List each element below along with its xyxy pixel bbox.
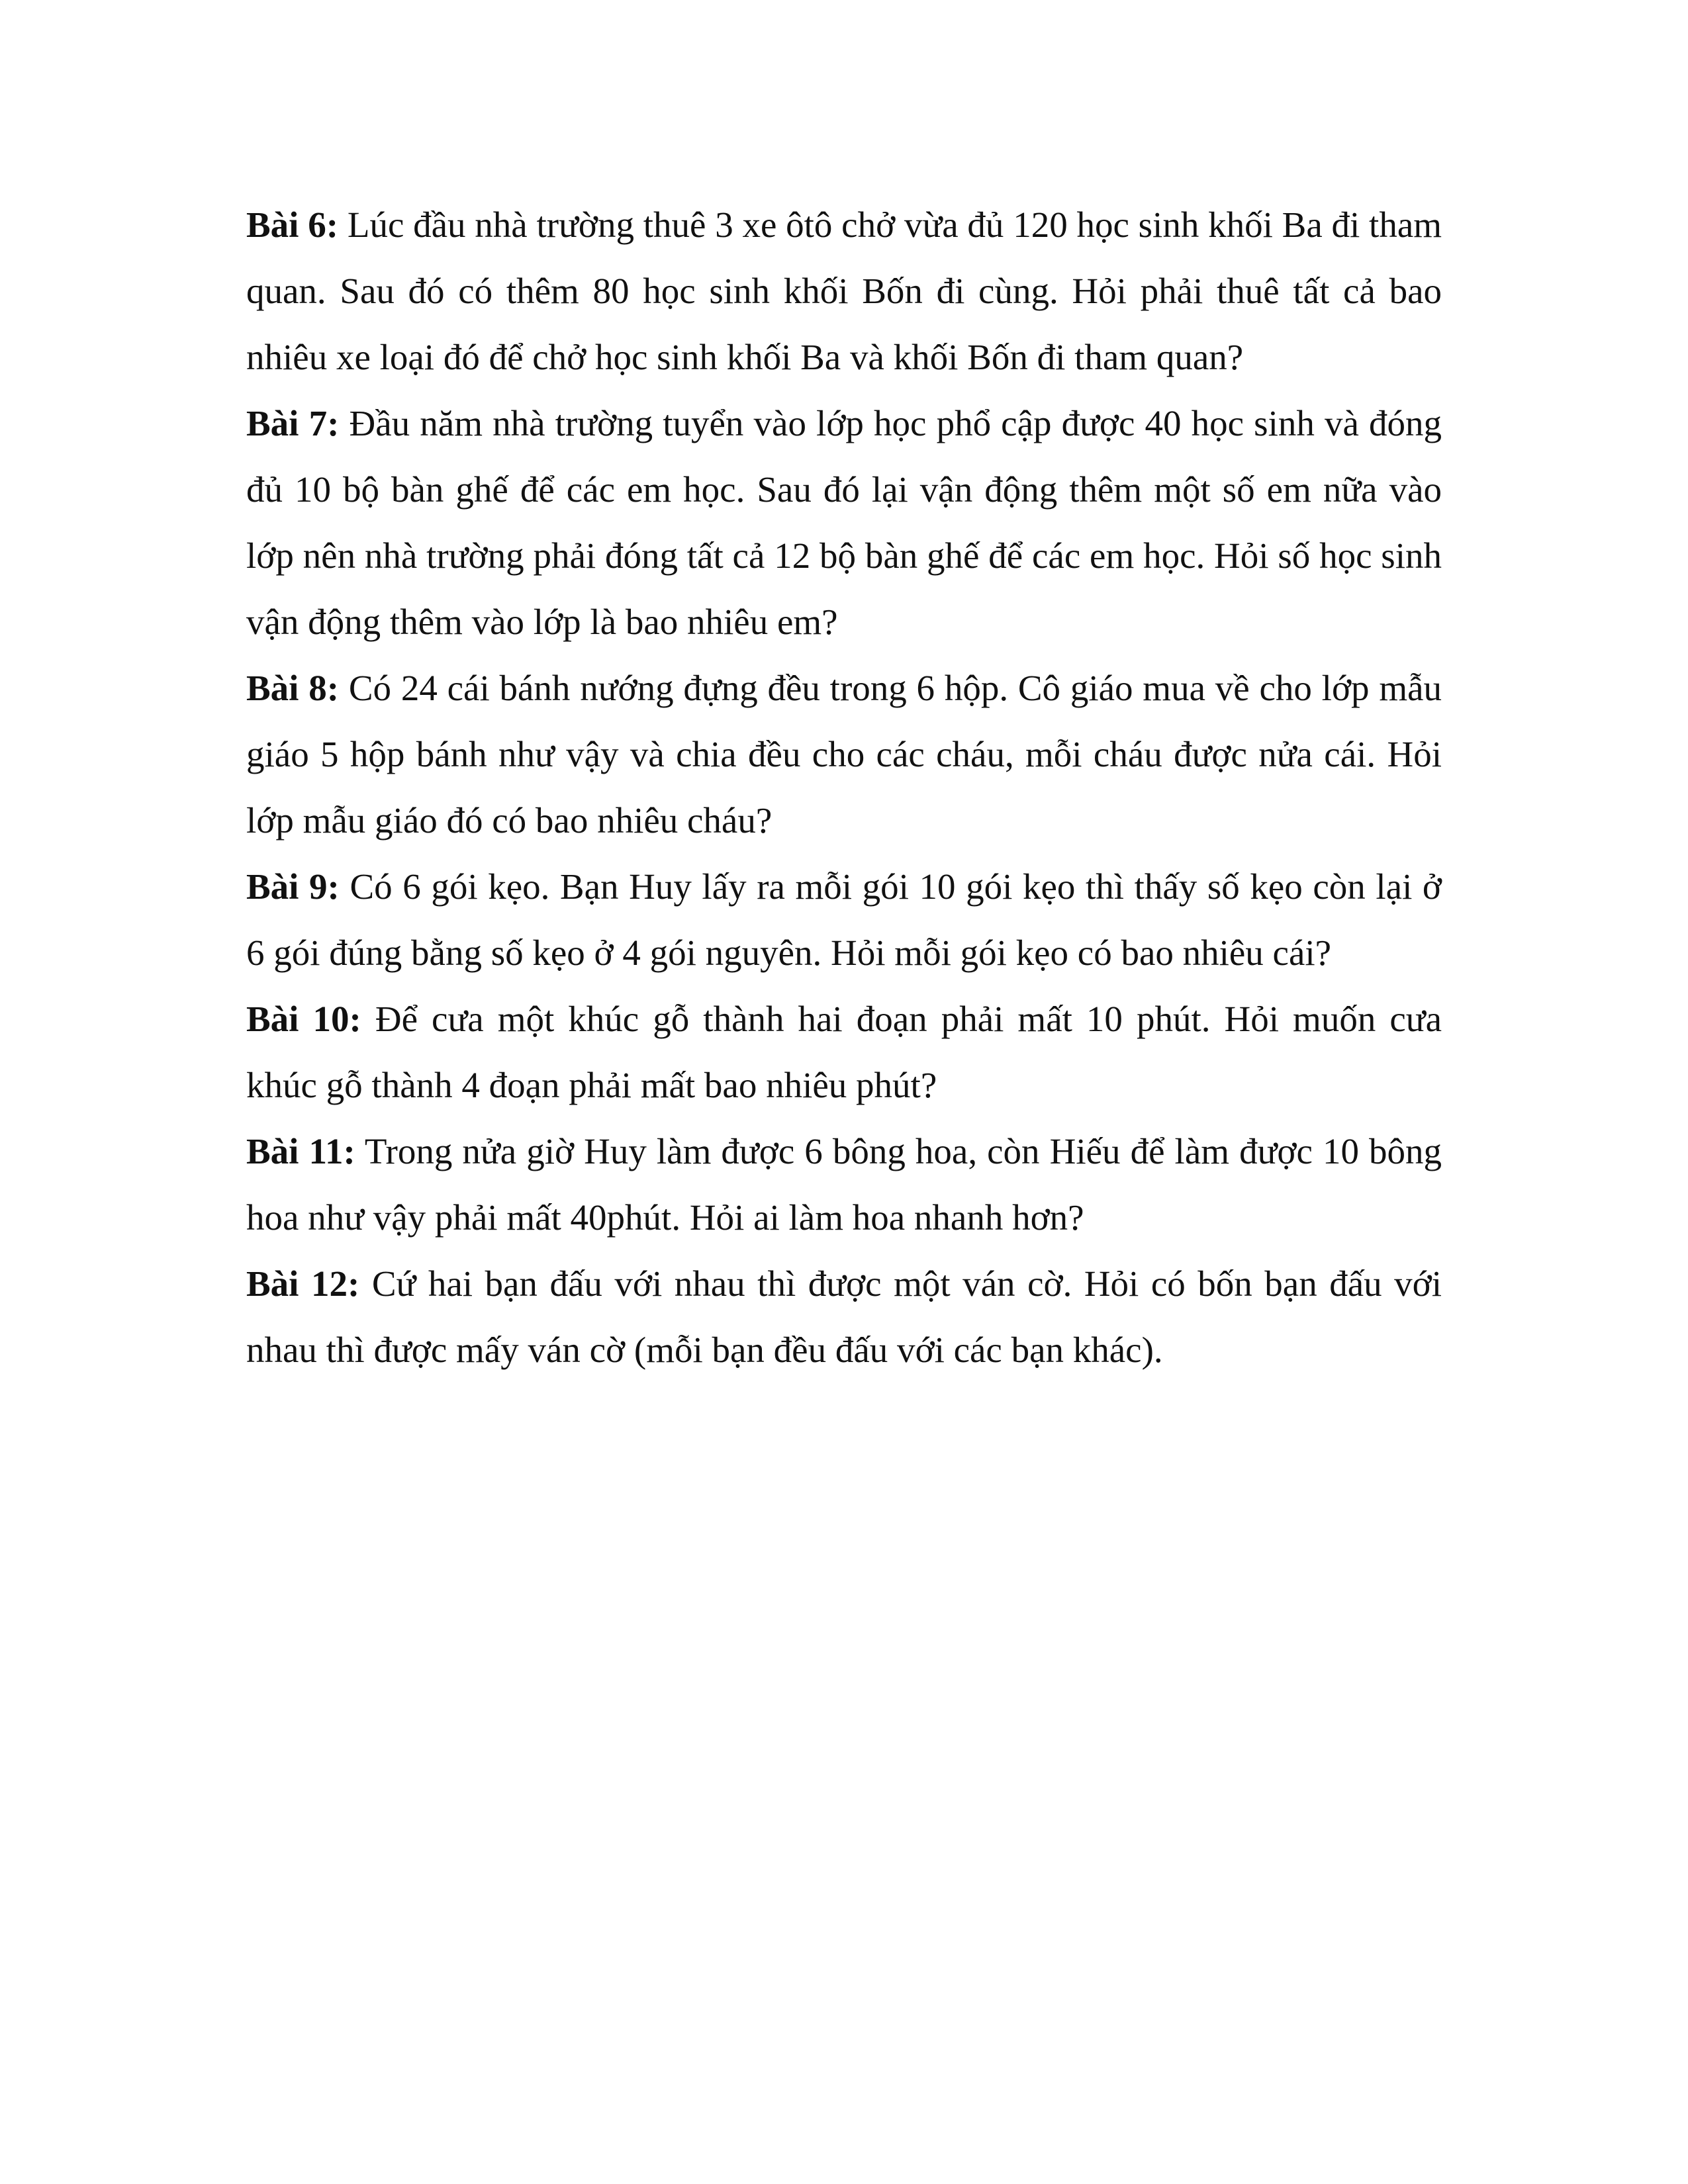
problem-text: Lúc đầu nhà trường thuê 3 xe ôtô chở vừa đủ 120 học sinh khối Ba đi tham quan. Sau đó có thêm 80 học sinh khối Bốn đi cùng. Hỏi phải thuê tất cả bao nhiêu xe loại đó để chở học sinh khối Ba và khối Bốn đi tham quan? — [246, 205, 1442, 377]
problem-6 — [246, 192, 1442, 390]
problem-8 — [246, 655, 1442, 854]
problem-7 — [246, 390, 1442, 655]
problem-text: Có 24 cái bánh nướng đựng đều trong 6 hộp. Cô giáo mua về cho lớp mẫu giáo 5 hộp bánh như vậy và chia đều cho các cháu, mỗi cháu được nửa cái. Hỏi lớp mẫu giáo đó có bao nhiêu cháu? — [246, 668, 1442, 841]
problem-label: Bài 10: — [246, 999, 361, 1039]
problem-12 — [246, 1251, 1442, 1383]
problem-label: Bài 11: — [246, 1131, 355, 1171]
problem-text: Để cưa một khúc gỗ thành hai đoạn phải mất 10 phút. Hỏi muốn cưa khúc gỗ thành 4 đoạn phải mất bao nhiêu phút? — [246, 999, 1442, 1105]
document-body — [246, 192, 1442, 1383]
problem-label: Bài 7: — [246, 403, 340, 443]
problem-text: Có 6 gói kẹo. Bạn Huy lấy ra mỗi gói 10 gói kẹo thì thấy số kẹo còn lại ở 6 gói đúng bằng số kẹo ở 4 gói nguyên. Hỏi mỗi gói kẹo có bao nhiêu cái? — [246, 866, 1442, 973]
problem-label: Bài 12: — [246, 1263, 360, 1304]
problem-11 — [246, 1118, 1442, 1251]
problem-text: Trong nửa giờ Huy làm được 6 bông hoa, còn Hiếu để làm được 10 bông hoa như vậy phải mất 40phút. Hỏi ai làm hoa nhanh hơn? — [246, 1131, 1442, 1238]
problem-label: Bài 9: — [246, 866, 340, 907]
problem-text: Cứ hai bạn đấu với nhau thì được một ván cờ. Hỏi có bốn bạn đấu với nhau thì được mấy ván cờ (mỗi bạn đều đấu với các bạn khác). — [246, 1263, 1442, 1370]
problem-text: Đầu năm nhà trường tuyển vào lớp học phổ cập được 40 học sinh và đóng đủ 10 bộ bàn ghế để các em học. Sau đó lại vận động thêm một số em nữa vào lớp nên nhà trường phải đóng tất cả 12 bộ bàn ghế để các em học. Hỏi số học sinh vận động thêm vào lớp là bao nhiêu em? — [246, 403, 1442, 642]
problem-10 — [246, 986, 1442, 1118]
problem-label: Bài 8: — [246, 668, 340, 708]
problem-label: Bài 6: — [246, 205, 339, 245]
problem-9 — [246, 854, 1442, 986]
